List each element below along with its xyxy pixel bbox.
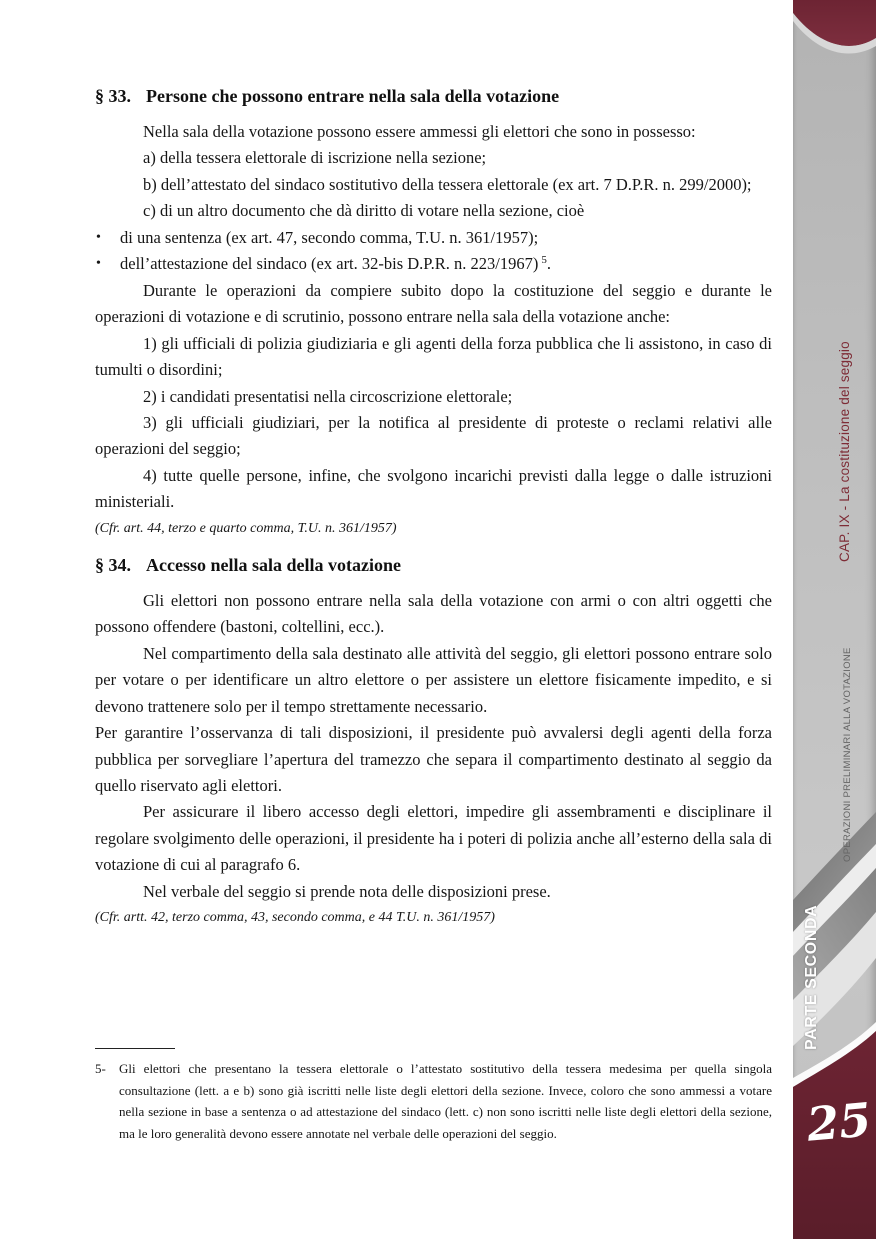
bullet-list [95,225,772,278]
paragraph: b) dell’attestato del sindaco sostitutivo della tessera elettorale (ex art. 7 D.P.R. n. 299/2000); [143,174,752,194]
legal-reference: (Cfr. artt. 42, terzo comma, 43, secondo comma, e 44 T.U. n. 361/1957) [95,910,495,926]
sidebar-part-label: PARTE SECONDA [803,904,820,1050]
bullet-text: dell’attestazione del sindaco (ex art. 32-bis D.P.R. n. 223/1967) [120,254,539,274]
page-number: 25 [804,1092,874,1152]
top-corner-wave [793,0,876,70]
section-33 [95,84,772,539]
paragraph: Nel verbale del seggio si prende nota delle disposizioni prese. [143,881,551,901]
footnote-divider [95,1048,175,1049]
paragraph: Gli elettori non possono entrare nella sala della votazione con armi o con altri oggetti che possono offendere (bastoni, coltellini, ecc.). [95,590,772,637]
sidebar [793,0,876,1239]
section-34-marker: § 34. [95,554,131,575]
footnote-row [95,1058,772,1144]
main-content [95,0,772,928]
section-34 [95,553,772,928]
bullet-text: di una sentenza (ex art. 47, secondo comma, T.U. n. 361/1957); [120,227,539,247]
paragraph: Nella sala della votazione possono essere ammessi gli elettori che sono in possesso: [143,122,696,141]
footnote-marker: 5- [95,1061,106,1076]
section-33-marker: § 33. [95,86,131,106]
paragraph: Nel compartimento della sala destinato alle attività del seggio, gli elettori possono entrare solo per votare o per identificare un altro elettore o per assistere un elettore fisicamente impedito, e si devono trattenere solo per il tempo strettamente necessario. [95,643,772,716]
paragraph: Durante le operazioni da compiere subito dopo la costituzione del seggio e durante le operazioni di votazione e di scrutinio, possono entrare nella sala della votazione anche: [95,280,772,327]
footnote-text: Gli elettori che presentano la tessera elettorale o l’attestato sostitutivo della tessera medesima per quella singola consultazione (lett. a e b) sono già iscritti nelle liste degli elettori della sezione. Invece, coloro che sono ammessi a votare nella sezione in base a sentenza o ad attestazione del sindaco (lett. c) non sono iscritti nelle liste degli elettori della sezione, ma le loro generalità devono essere annotate nel verbale delle operazioni del seggio. [119,1061,772,1141]
paragraph: 1) gli ufficiali di polizia giudiziaria e gli agenti della forza pubblica che li assistono, in caso di tumulti o disordini; [95,333,772,380]
bullet-suffix: . [546,254,551,274]
section-33-heading [95,84,772,108]
sidebar-section-label: OPERAZIONI PRELIMINARI ALLA VOTAZIONE [842,647,853,862]
legal-reference: (Cfr. art. 44, terzo e quarto comma, T.U. n. 361/1957) [95,520,397,536]
paragraph: 3) gli ufficiali giudiziari, per la notifica al presidente di proteste o reclami relativi alle operazioni del seggio; [95,412,772,459]
paragraph: Per assicurare il libero accesso degli elettori, impedire gli assembramenti e disciplinare il regolare svolgimento delle operazioni, il presidente ha i poteri di polizia anche all’esterno della sala di votazione di cui al paragrafo 6. [95,802,772,875]
footnote [95,1048,772,1144]
paragraph: Per garantire l’osservanza di tali disposizioni, il presidente può avvalersi degli agenti della forza pubblica per sorvegliare l’apertura del tramezzo che separa il compartimento destinato al seggio da quello riservato agli elettori. [95,723,772,795]
paragraph: a) della tessera elettorale di iscrizione nella sezione; [143,148,487,168]
bullet-item [95,225,772,251]
section-33-title: Persone che possono entrare nella sala della votazione [146,86,560,106]
footnote-reference: 5 [541,254,547,267]
paragraph: 2) i candidati presentatisi nella circoscrizione elettorale; [143,386,513,406]
section-34-heading [95,553,772,577]
paragraph: c) di un altro documento che dà diritto di votare nella sezione, cioè [143,201,585,221]
sidebar-chapter-label: CAP. IX - La costituzione del seggio [837,341,852,562]
paragraph: 4) tutte quelle persone, infine, che svolgono incarichi previsti dalla legge o dalle istruzioni ministeriali. [95,465,772,512]
bullet-item [95,251,772,277]
section-34-title: Accesso nella sala della votazione [146,554,401,575]
